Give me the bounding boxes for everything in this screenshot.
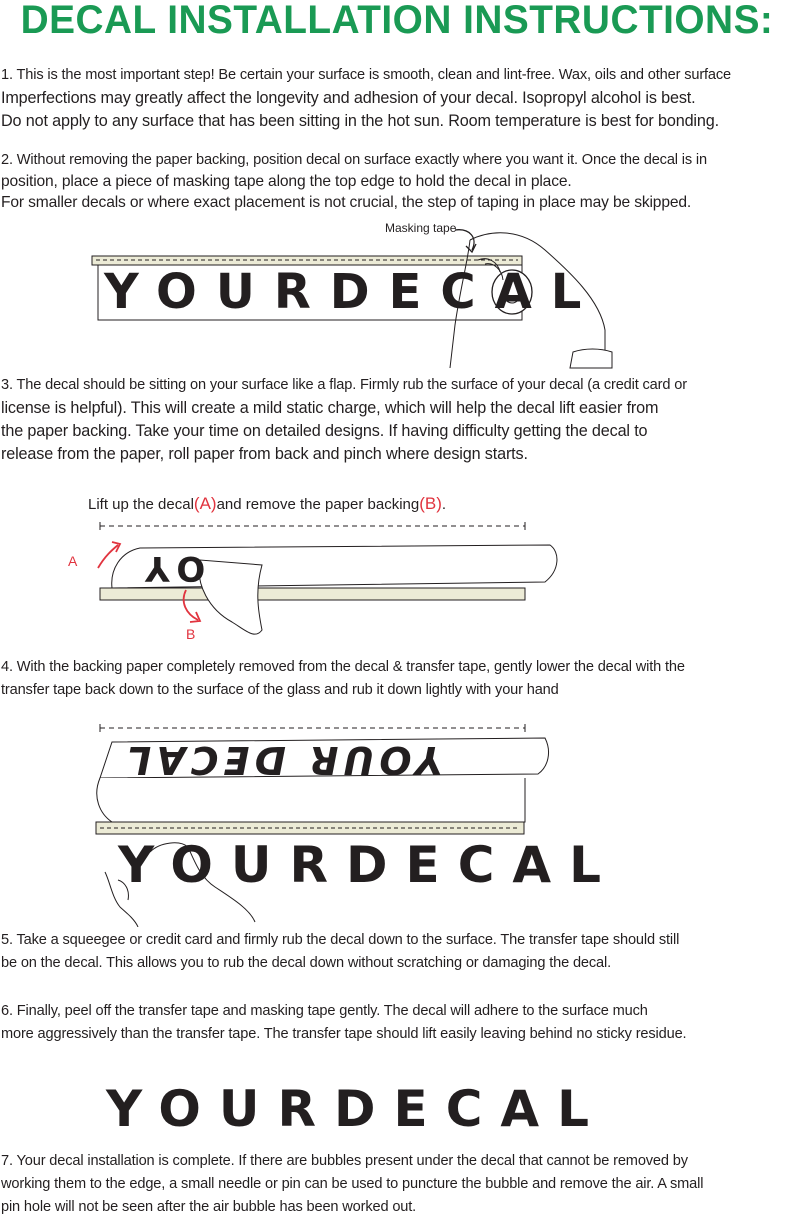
step-4-line: 4. With the backing paper completely removed from the decal & transfer tape, gently lower the decal with the: [1, 659, 685, 675]
step-1-line: 1. This is the most important step! Be certain your surface is smooth, clean and lint-free. Wax, oils and other surface: [1, 67, 732, 83]
arrow-a-label: A: [68, 553, 78, 569]
figure-lower-decal: [0, 722, 794, 927]
decal-partial: YO: [145, 548, 214, 588]
step-2-line: position, place a piece of masking tape along the top edge to hold the decal in place.: [1, 173, 572, 190]
caption-mark-b: (B): [419, 494, 442, 513]
step-3-line: the paper backing. Take your time on detailed designs. If having difficulty getting the decal to: [1, 422, 648, 440]
step-3-line: 3. The decal should be sitting on your surface like a flap. Firmly rub the surface of your decal (a credit card or: [1, 377, 687, 393]
step-3-line: release from the paper, roll paper from back and pinch where design starts.: [1, 445, 528, 463]
lower-decal-text: YOURDECAL: [118, 836, 619, 894]
caption-lift: Lift up the decal: [88, 496, 194, 513]
step-5-line: 5. Take a squeegee or credit card and firmly rub the decal down to the surface. The transfer tape should still: [1, 932, 680, 948]
step-3: [1, 374, 687, 466]
step-7-line: 7. Your decal installation is complete. If there are bubbles present under the decal that cannot be removed by: [1, 1153, 688, 1169]
step-2-line: 2. Without removing the paper backing, position decal on surface exactly where you want it. Once the decal is in: [1, 152, 707, 168]
step-1-line: Do not apply to any surface that has been sitting in the hot sun. Room temperature is best for bonding.: [1, 112, 719, 130]
step-6-line: 6. Finally, peel off the transfer tape and masking tape gently. The decal will adhere to the surface much: [1, 1003, 648, 1019]
step-1-line: Imperfections may greatly affect the longevity and adhesion of your decal. Isopropyl alcohol is best.: [1, 89, 696, 107]
step-4: [1, 656, 685, 702]
flipped-decal-text: YOUR DECAL: [122, 738, 443, 782]
figure-2-drawing: [0, 490, 794, 650]
step-6: [1, 1000, 686, 1046]
caption-period: .: [441, 496, 447, 513]
step-7: [1, 1150, 703, 1219]
step-5: [1, 929, 679, 975]
arrow-b-label: B: [186, 626, 196, 642]
caption-mark-a: (A): [193, 494, 217, 513]
step-6-line: more aggressively than the transfer tape. The transfer tape should lift easily leaving behind no sticky residue.: [1, 1026, 687, 1042]
final-decal-text: YOURDECAL: [106, 1080, 607, 1138]
masking-tape-label: Masking tape: [385, 221, 457, 235]
step-2-line: For smaller decals or where exact placement is not crucial, the step of taping in place may be skipped.: [1, 194, 692, 211]
page-title: DECAL INSTALLATION INSTRUCTIONS:: [20, 0, 774, 42]
step-7-line: pin hole will not be seen after the air bubble has been worked out.: [1, 1199, 417, 1215]
step-5-line: be on the decal. This allows you to rub the decal down without scratching or damaging the decal.: [1, 955, 611, 971]
step-2: [1, 149, 707, 212]
caption-remove: and remove the paper backing: [216, 496, 420, 513]
step-3-line: license is helpful). This will create a mild static charge, which will help the decal lift easier from: [1, 399, 659, 417]
figure-masking-tape: [0, 220, 794, 370]
step-4-line: transfer tape back down to the surface of the glass and rub it down lightly with your hand: [1, 682, 559, 698]
decal-text: YOURDECAL: [104, 264, 601, 320]
figure-lift-decal: [0, 490, 794, 650]
step-7-line: working them to the edge, a small needle or pin can be used to puncture the bubble and remove the air. A small: [1, 1176, 704, 1192]
step-1: [1, 64, 731, 133]
